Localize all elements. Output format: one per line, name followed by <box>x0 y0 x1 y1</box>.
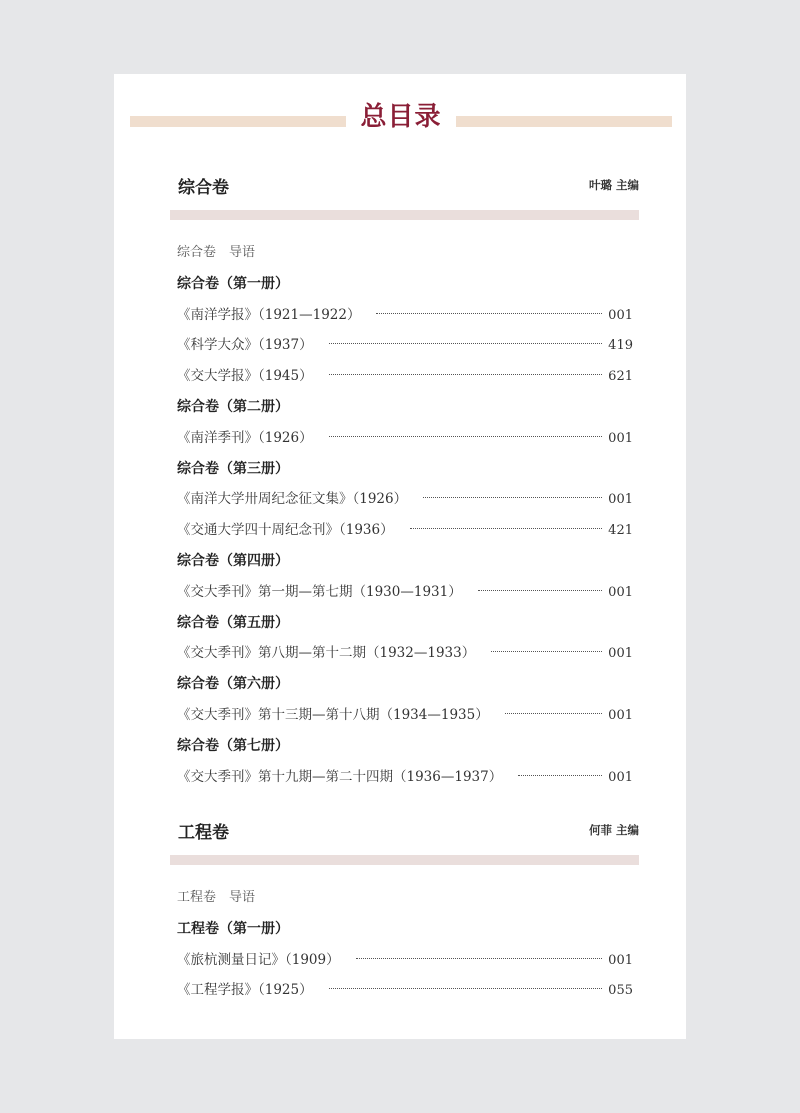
section-divider-bar <box>170 855 639 865</box>
entry-page-number: 001 <box>608 307 633 323</box>
volume-heading: 综合卷（第五册） <box>177 614 289 631</box>
volume-heading: 综合卷（第七册） <box>177 737 289 754</box>
section-editor: 叶璐 主编 <box>588 178 639 192</box>
section-title: 工程卷 <box>178 823 229 843</box>
entry-page-number: 001 <box>608 707 633 723</box>
toc-page <box>114 74 686 1039</box>
dot-leader <box>491 651 602 652</box>
entry-title: 《交通大学四十周纪念刊》（1936） <box>177 522 394 539</box>
toc-entry[interactable] <box>170 515 639 546</box>
entry-title: 《南洋大学卅周纪念征文集》（1926） <box>177 491 408 508</box>
section-engineering <box>170 820 639 1006</box>
section-intro-link[interactable]: 综合卷 导语 <box>177 245 256 260</box>
section-intro-link[interactable]: 工程卷 导语 <box>177 890 256 905</box>
entry-title: 《交大季刊》第十三期—第十八期（1934—1935） <box>177 706 489 723</box>
dot-leader <box>356 958 603 959</box>
toc-header <box>130 100 672 136</box>
volume-heading: 综合卷（第一册） <box>177 275 289 292</box>
toc-entry[interactable] <box>170 484 639 515</box>
entry-page-number: 001 <box>608 492 633 508</box>
section-title: 综合卷 <box>178 178 229 198</box>
volume-heading: 综合卷（第六册） <box>177 676 289 693</box>
section-header <box>170 820 639 866</box>
toc-entry[interactable] <box>170 423 639 454</box>
entry-page-number: 419 <box>608 338 633 354</box>
dot-leader <box>329 988 603 989</box>
volume-heading: 工程卷（第一册） <box>177 920 289 937</box>
toc-entry[interactable] <box>170 945 639 976</box>
entry-page-number: 621 <box>608 369 633 385</box>
page-title: 总目录 <box>360 102 442 132</box>
entry-title: 《科学大众》（1937） <box>177 337 313 354</box>
section-header <box>170 175 639 221</box>
volume-heading: 综合卷（第三册） <box>177 460 289 477</box>
entry-list <box>170 914 639 1006</box>
toc-entry[interactable] <box>170 762 639 793</box>
entry-title: 《工程学报》（1925） <box>177 982 313 999</box>
toc-entry[interactable] <box>170 361 639 392</box>
section-editor: 何菲 主编 <box>588 823 639 837</box>
toc-entry[interactable] <box>170 577 639 608</box>
section-comprehensive <box>170 175 639 792</box>
toc-entry[interactable] <box>170 300 639 331</box>
entry-title: 《交大季刊》第一期—第七期（1930—1931） <box>177 583 462 600</box>
entry-title: 《南洋季刊》（1926） <box>177 429 313 446</box>
dot-leader <box>329 343 603 344</box>
entry-page-number: 055 <box>608 983 633 999</box>
toc-entry[interactable] <box>170 975 639 1006</box>
entry-title: 《南洋学报》（1921—1922） <box>177 306 361 323</box>
dot-leader <box>376 313 602 314</box>
dot-leader <box>423 497 602 498</box>
dot-leader <box>329 436 603 437</box>
dot-leader <box>410 528 603 529</box>
section-entries <box>170 883 639 1006</box>
section-entries <box>170 238 639 792</box>
entry-page-number: 001 <box>608 769 633 785</box>
entry-list <box>170 269 639 793</box>
volume-heading: 综合卷（第二册） <box>177 398 289 415</box>
entry-page-number: 001 <box>608 430 633 446</box>
dot-leader <box>505 713 602 714</box>
entry-title: 《交大学报》（1945） <box>177 368 313 385</box>
entry-title: 《交大季刊》第十九期—第二十四期（1936—1937） <box>177 768 503 785</box>
entry-page-number: 001 <box>608 646 633 662</box>
entry-page-number: 001 <box>608 584 633 600</box>
entry-title: 《旅杭测量日记》（1909） <box>177 951 340 968</box>
toc-entry[interactable] <box>170 700 639 731</box>
volume-heading: 综合卷（第四册） <box>177 552 289 569</box>
dot-leader <box>478 590 602 591</box>
toc-entry[interactable] <box>170 638 639 669</box>
entry-title: 《交大季刊》第八期—第十二期（1932—1933） <box>177 645 476 662</box>
title-decor-bar-right <box>456 116 672 127</box>
dot-leader <box>518 775 602 776</box>
title-decor-bar-left <box>130 116 346 127</box>
toc-entry[interactable] <box>170 330 639 361</box>
dot-leader <box>329 374 603 375</box>
entry-page-number: 421 <box>608 523 633 539</box>
section-divider-bar <box>170 210 639 220</box>
entry-page-number: 001 <box>608 952 633 968</box>
